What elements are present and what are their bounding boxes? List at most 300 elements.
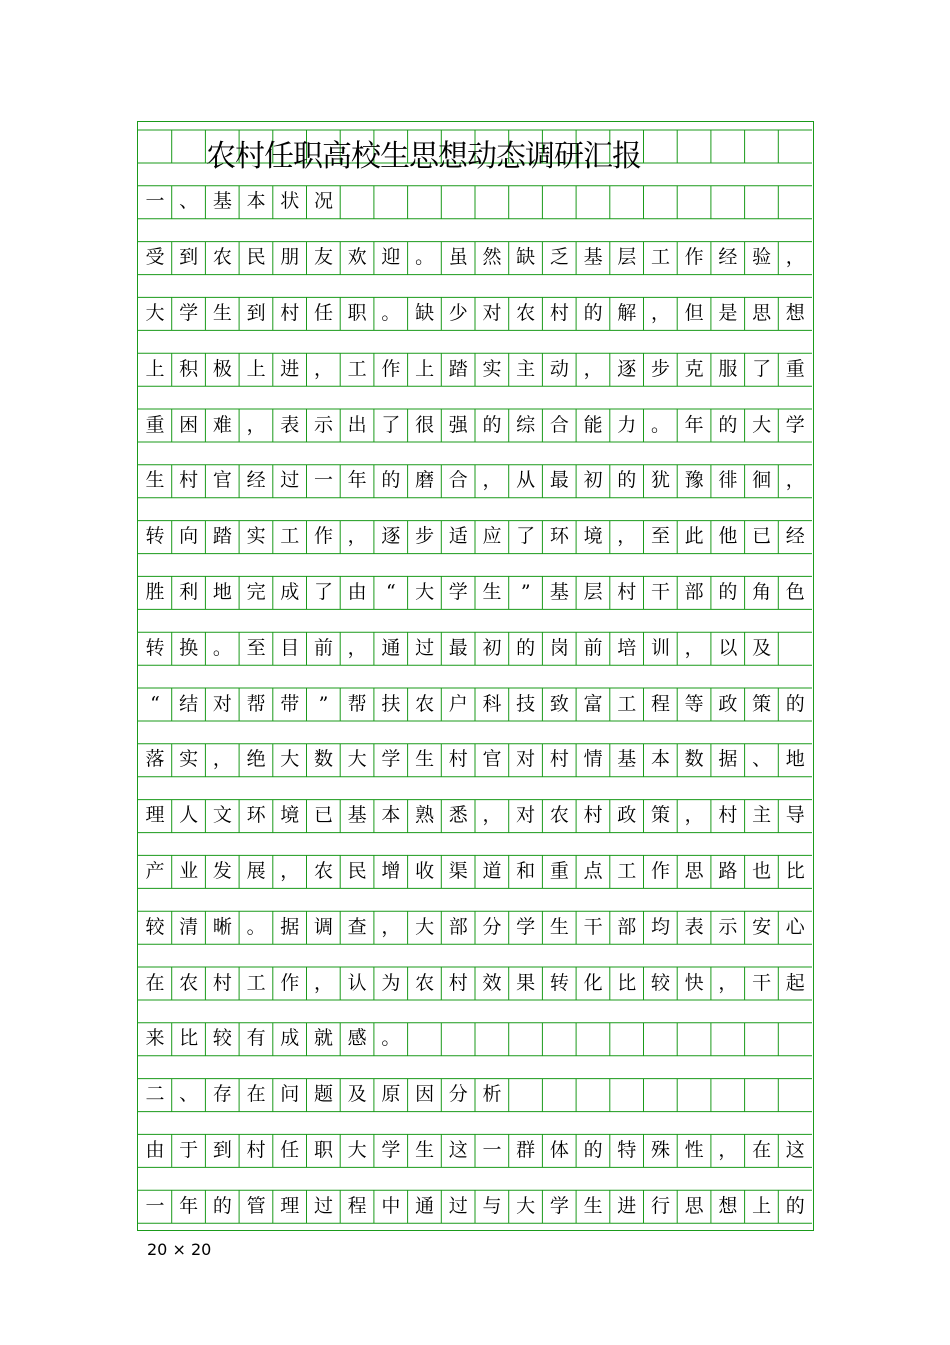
grid-cell-char: 踏 xyxy=(448,357,468,380)
grid-cell-char: 大 xyxy=(516,1194,536,1217)
grid-cell-char: 地 xyxy=(212,580,232,603)
grid-cell-char: 重 xyxy=(145,413,165,436)
grid-cell-char: 心 xyxy=(785,915,805,938)
grid-cell-char: 安 xyxy=(752,915,772,938)
grid-cell-char: 向 xyxy=(179,525,199,548)
grid-cell-char: 实 xyxy=(246,525,266,548)
grid-cell-char: 层 xyxy=(617,246,637,269)
grid-cell-char: 农 xyxy=(549,804,569,827)
grid-cell-char: 生 xyxy=(212,301,232,324)
grid-cell-char: 学 xyxy=(381,1138,401,1161)
grid-cell-char: 等 xyxy=(684,692,704,715)
grid-cell-char: 进 xyxy=(280,357,300,380)
grid-cell-char: 工 xyxy=(617,859,637,882)
grid-cell-char: 这 xyxy=(785,1138,805,1161)
grid-cell-char: 职 xyxy=(313,1138,333,1161)
grid-cell-char: 最 xyxy=(448,636,468,659)
grid-cell-char: 村 xyxy=(280,301,300,324)
grid-cell-char: “ xyxy=(386,580,396,603)
grid-cell-char: 晰 xyxy=(212,915,232,938)
grid-cell-char: 调 xyxy=(313,915,333,938)
grid-cell-char: 政 xyxy=(718,692,738,715)
grid-cell-char: 村 xyxy=(448,748,468,771)
grid-cell-char: 表 xyxy=(280,413,300,436)
grid-cell-char: 在 xyxy=(145,971,165,994)
grid-cell-char: 干 xyxy=(752,971,772,994)
grid-cell-char: 示 xyxy=(718,915,738,938)
grid-cell-char: 上 xyxy=(415,357,435,380)
grid-cell-char: ， xyxy=(617,525,637,548)
grid-cell-char: 状 xyxy=(280,190,300,213)
grid-cell-char: 部 xyxy=(684,580,704,603)
grid-cell-char: 综 xyxy=(516,413,536,436)
grid-cell-char: 过 xyxy=(415,636,435,659)
grid-cell-char: 查 xyxy=(347,915,367,938)
grid-cell-char: 成 xyxy=(280,580,300,603)
grid-cell-char: 基 xyxy=(617,748,637,771)
grid-cell-char: 通 xyxy=(415,1194,435,1217)
grid-cell-char: 在 xyxy=(246,1083,266,1106)
grid-cell-char: 境 xyxy=(583,525,603,548)
grid-cell-char: 工 xyxy=(347,357,367,380)
grid-cell-char: 。 xyxy=(415,246,435,269)
grid-cell-char: 克 xyxy=(684,357,704,380)
grid-cell-char: 验 xyxy=(752,246,772,269)
grid-cell-char: 初 xyxy=(482,636,502,659)
grid-cell-char: 特 xyxy=(617,1138,637,1161)
grid-cell-char: 的 xyxy=(212,1194,232,1217)
grid-cell-char: 帮 xyxy=(347,692,367,715)
grid-cell-char: 乏 xyxy=(549,246,569,269)
grid-cell-char: 学 xyxy=(549,1194,569,1217)
grid-cell-char: 来 xyxy=(145,1027,165,1050)
grid-cell-char: 况 xyxy=(313,190,333,213)
grid-cell-char: ， xyxy=(280,859,300,882)
grid-cell-char: 很 xyxy=(415,413,435,436)
grid-cell-char: 任 xyxy=(280,1138,300,1161)
grid-cell-char: ” xyxy=(520,580,531,603)
grid-cell-char: 群 xyxy=(516,1138,536,1161)
grid-cell-char: 动 xyxy=(549,357,569,380)
grid-cell-char: 、 xyxy=(179,1083,199,1106)
grid-cell-char: 步 xyxy=(415,525,435,548)
grid-cell-char: 农 xyxy=(179,971,199,994)
grid-cell-char: 就 xyxy=(313,1027,333,1050)
grid-cell-char: 农 xyxy=(212,246,232,269)
grid-cell-char: 落 xyxy=(145,748,165,771)
grid-cell-char: 进 xyxy=(617,1194,637,1217)
grid-cell-char: ， xyxy=(482,469,502,492)
grid-cell-char: 比 xyxy=(785,859,805,882)
grid-cell-char: 实 xyxy=(179,748,199,771)
grid-cell-char: 二 xyxy=(145,1083,165,1106)
grid-cell-char: 快 xyxy=(684,971,704,994)
grid-cell-char: 至 xyxy=(650,525,670,548)
grid-cell-char: 对 xyxy=(212,692,232,715)
grid-cell-char: 于 xyxy=(179,1138,199,1161)
grid-cell-char: 年 xyxy=(179,1194,199,1217)
grid-cell-char: 致 xyxy=(549,692,569,715)
grid-cell-char: 已 xyxy=(313,804,333,827)
grid-cell-char: 均 xyxy=(650,915,670,938)
grid-cell-char: 胜 xyxy=(145,580,165,603)
grid-cell-char: 。 xyxy=(246,915,266,938)
grid-cell-char: 学 xyxy=(381,748,401,771)
grid-cell-char: 了 xyxy=(313,580,333,603)
grid-cell-char: 科 xyxy=(482,692,502,715)
grid-cell-char: 到 xyxy=(212,1138,232,1161)
grid-cell-char: 经 xyxy=(246,469,266,492)
grid-cell-char: 绝 xyxy=(246,748,266,771)
grid-cell-char: 及 xyxy=(752,636,772,659)
grid-cell-char: 虽 xyxy=(448,246,468,269)
grid-cell-char: 村 xyxy=(212,971,232,994)
grid-cell-char: 作 xyxy=(684,246,704,269)
grid-cell-char: 的 xyxy=(718,413,738,436)
grid-cell-char: 职 xyxy=(347,301,367,324)
grid-cell-char: ， xyxy=(650,301,670,324)
grid-cell-char: 的 xyxy=(381,469,401,492)
grid-cell-char: 前 xyxy=(583,636,603,659)
grid-cell-char: 大 xyxy=(752,413,772,436)
grid-cell-char: 村 xyxy=(718,804,738,827)
grid-cell-char: 和 xyxy=(516,859,536,882)
grid-cell-char: 生 xyxy=(549,915,569,938)
grid-size-label: 20 × 20 xyxy=(147,1240,212,1259)
grid-cell-char: ， xyxy=(212,748,232,771)
grid-cell-char: 过 xyxy=(280,469,300,492)
grid-cell-char: 。 xyxy=(650,413,670,436)
grid-cell-char: 力 xyxy=(617,413,637,436)
grid-cell-char: 政 xyxy=(617,804,637,827)
grid-cell-char: 原 xyxy=(381,1083,401,1106)
grid-cell-char: 比 xyxy=(617,971,637,994)
grid-cell-char: 数 xyxy=(684,748,704,771)
grid-cell-char: 村 xyxy=(448,971,468,994)
grid-cell-char: 清 xyxy=(179,915,199,938)
grid-cell-char: ， xyxy=(347,525,367,548)
grid-cell-char: 结 xyxy=(179,692,199,715)
grid-cell-char: 干 xyxy=(650,580,670,603)
grid-cell-char: 农 xyxy=(415,971,435,994)
grid-cell-char: 比 xyxy=(179,1027,199,1050)
grid-cell-char: 朋 xyxy=(280,246,300,269)
grid-cell-char: 中 xyxy=(381,1194,401,1217)
grid-cell-char: 经 xyxy=(718,246,738,269)
grid-cell-char: 人 xyxy=(179,804,199,827)
grid-cell-char: 熟 xyxy=(415,804,435,827)
grid-cell-char: 带 xyxy=(280,692,300,715)
grid-cell-char: ， xyxy=(684,636,704,659)
grid-cell-char: 感 xyxy=(347,1027,367,1050)
grid-cell-char: 主 xyxy=(516,357,536,380)
grid-cell-char: 以 xyxy=(718,636,738,659)
grid-cell-char: 的 xyxy=(718,580,738,603)
grid-cell-char: 富 xyxy=(583,692,603,715)
grid-cell-char: 与 xyxy=(482,1194,502,1217)
grid-cell-char: 地 xyxy=(785,748,805,771)
grid-cell-char: ， xyxy=(684,804,704,827)
grid-cell-char: 管 xyxy=(246,1194,266,1217)
grid-cell-char: 部 xyxy=(448,915,468,938)
grid-cell-char: 增 xyxy=(381,859,401,882)
grid-cell-char: 农 xyxy=(415,692,435,715)
grid-cell-char: 题 xyxy=(313,1083,333,1106)
grid-cell-char: 理 xyxy=(145,804,165,827)
grid-cell-char: 分 xyxy=(448,1083,468,1106)
grid-cell-char: 起 xyxy=(785,971,805,994)
grid-cell-char: 磨 xyxy=(415,469,435,492)
grid-cell-char: 及 xyxy=(347,1083,367,1106)
grid-cell-char: 的 xyxy=(482,413,502,436)
grid-cell-char: 思 xyxy=(752,301,772,324)
grid-cell-char: 重 xyxy=(785,357,805,380)
grid-cell-char: 一 xyxy=(313,469,333,492)
grid-cell-char: 友 xyxy=(313,246,333,269)
grid-cell-char: 行 xyxy=(650,1194,670,1217)
grid-cell-char: 据 xyxy=(280,915,300,938)
grid-cell-char: 村 xyxy=(549,748,569,771)
grid-cell-char: 工 xyxy=(280,525,300,548)
grid-cell-char: 基 xyxy=(212,190,232,213)
grid-cell-char: 有 xyxy=(246,1027,266,1050)
grid-cell-char: 主 xyxy=(752,804,772,827)
grid-cell-char: 由 xyxy=(145,1138,165,1161)
grid-cell-char: 已 xyxy=(752,525,772,548)
grid-cell-char: 收 xyxy=(415,859,435,882)
grid-cell-char: 点 xyxy=(583,859,603,882)
grid-cell-char: 较 xyxy=(212,1027,232,1050)
grid-cell-char: 也 xyxy=(752,859,772,882)
grid-cell-char: 村 xyxy=(179,469,199,492)
grid-cell-char: 技 xyxy=(516,692,536,715)
grid-cell-char: 换 xyxy=(179,636,199,659)
grid-cell-char: 了 xyxy=(516,525,536,548)
grid-cell-char: 了 xyxy=(752,357,772,380)
grid-cell-char: 角 xyxy=(752,580,772,603)
grid-cell-char: 能 xyxy=(583,413,603,436)
grid-cell-char: 帮 xyxy=(246,692,266,715)
grid-cell-char: 基 xyxy=(347,804,367,827)
grid-cell-char: 较 xyxy=(650,971,670,994)
grid-cell-char: 认 xyxy=(347,971,367,994)
grid-cell-char: 转 xyxy=(145,525,165,548)
grid-cell-char: 转 xyxy=(549,971,569,994)
grid-cell-char: 层 xyxy=(583,580,603,603)
grid-cell-char: 工 xyxy=(246,971,266,994)
grid-cell-char: 对 xyxy=(516,804,536,827)
grid-cell-char: 但 xyxy=(684,301,704,324)
grid-cell-char: ， xyxy=(718,1138,738,1161)
grid-cell-char: 的 xyxy=(583,301,603,324)
grid-cell-char: 发 xyxy=(212,859,232,882)
grid-cell-char: 合 xyxy=(549,413,569,436)
grid-cell-char: 应 xyxy=(482,525,502,548)
grid-cell-char: 较 xyxy=(145,915,165,938)
grid-cell-char: 任 xyxy=(313,301,333,324)
grid-cell-char: ， xyxy=(482,804,502,827)
grid-cell-char: 生 xyxy=(482,580,502,603)
grid-cell-char: 工 xyxy=(650,246,670,269)
grid-cell-char: 积 xyxy=(179,357,199,380)
grid-cell-char: 殊 xyxy=(650,1138,670,1161)
grid-cell-char: 村 xyxy=(617,580,637,603)
grid-cell-char: 重 xyxy=(549,859,569,882)
grid-cell-char: 农 xyxy=(313,859,333,882)
grid-cell-char: 大 xyxy=(145,301,165,324)
grid-cell-char: 。 xyxy=(381,301,401,324)
grid-cell-char: 最 xyxy=(549,469,569,492)
grid-cell-char: 生 xyxy=(145,469,165,492)
grid-cell-char: 他 xyxy=(718,525,738,548)
grid-cell-char: 果 xyxy=(516,971,536,994)
grid-cell-char: 性 xyxy=(684,1138,704,1161)
grid-cell-char: 化 xyxy=(583,971,603,994)
grid-cell-char: ， xyxy=(583,357,603,380)
grid-cell-char: 据 xyxy=(718,748,738,771)
grid-cell-char: 在 xyxy=(752,1138,772,1161)
grid-cell-char: 到 xyxy=(179,246,199,269)
grid-cell-char: 农 xyxy=(516,301,536,324)
grid-cell-char: 犹 xyxy=(650,469,670,492)
grid-cell-char: 完 xyxy=(246,580,266,603)
grid-cell-char: 训 xyxy=(650,636,670,659)
grid-cell-char: 分 xyxy=(482,915,502,938)
grid-cell-char: 难 xyxy=(212,413,232,436)
grid-cell-char: 的 xyxy=(785,692,805,715)
grid-cell-char: 的 xyxy=(785,1194,805,1217)
grid-cell-char: 业 xyxy=(179,859,199,882)
grid-cell-char: 生 xyxy=(583,1194,603,1217)
grid-cell-char: 步 xyxy=(650,357,670,380)
grid-cell-char: 路 xyxy=(718,859,738,882)
grid-cell-char: 上 xyxy=(145,357,165,380)
grid-cell-char: 干 xyxy=(583,915,603,938)
grid-cell-char: 的 xyxy=(516,636,536,659)
grid-cell-char: 程 xyxy=(347,1194,367,1217)
grid-cell-char: 作 xyxy=(381,357,401,380)
grid-cell-char: 目 xyxy=(280,636,300,659)
grid-cell-char: 、 xyxy=(179,190,199,213)
grid-cell-char: 豫 xyxy=(684,469,704,492)
grid-cell-char: 服 xyxy=(718,357,738,380)
grid-cell-char: 道 xyxy=(482,859,502,882)
grid-cell-char: 是 xyxy=(718,301,738,324)
grid-cell-char: 村 xyxy=(583,804,603,827)
grid-cell-char: 的 xyxy=(583,1138,603,1161)
grid-cell-char: 析 xyxy=(482,1083,502,1106)
grid-cell-char: 一 xyxy=(482,1138,502,1161)
grid-cell-char: 实 xyxy=(482,357,502,380)
grid-cell-char: 、 xyxy=(752,748,772,771)
grid-cell-char: 了 xyxy=(381,413,401,436)
grid-cell-char: 基 xyxy=(583,246,603,269)
grid-cell-char: 困 xyxy=(179,413,199,436)
grid-cell-char: ， xyxy=(718,971,738,994)
grid-cell-char: 基 xyxy=(549,580,569,603)
grid-cell-char: 上 xyxy=(752,1194,772,1217)
grid-cell-char: 通 xyxy=(381,636,401,659)
grid-cell-char: 色 xyxy=(785,580,805,603)
grid-cell-char: 大 xyxy=(415,580,435,603)
grid-cell-char: 对 xyxy=(482,301,502,324)
grid-cell-char: 岗 xyxy=(549,636,569,659)
grid-cell-char: 境 xyxy=(280,804,300,827)
grid-cell-char: 官 xyxy=(482,748,502,771)
grid-cell-char: 学 xyxy=(516,915,536,938)
grid-cell-char: 大 xyxy=(280,748,300,771)
grid-lines xyxy=(138,122,812,1229)
grid-cell-char: 作 xyxy=(650,859,670,882)
grid-cell-char: 存 xyxy=(212,1083,232,1106)
grid-cell-char: 成 xyxy=(280,1027,300,1050)
grid-cell-char: ， xyxy=(313,357,333,380)
grid-cell-char: 官 xyxy=(212,469,232,492)
grid-cell-char: 渠 xyxy=(448,859,468,882)
grid-cell-char: 环 xyxy=(246,804,266,827)
grid-cell-char: 思 xyxy=(684,859,704,882)
grid-cell-char: 缺 xyxy=(415,301,435,324)
grid-cell-char: 初 xyxy=(583,469,603,492)
grid-cell-char: 数 xyxy=(313,748,333,771)
grid-cell-char: 培 xyxy=(617,636,637,659)
grid-cell-char: 踏 xyxy=(212,525,232,548)
grid-cell-char: 本 xyxy=(381,804,401,827)
grid-cell-char: 部 xyxy=(617,915,637,938)
grid-cell-char: 经 xyxy=(785,525,805,548)
grid-cell-char: 缺 xyxy=(516,246,536,269)
grid-cell-char: 至 xyxy=(246,636,266,659)
grid-cell-char: 此 xyxy=(684,525,704,548)
grid-cell-char: 欢 xyxy=(347,246,367,269)
grid-cell-char: 环 xyxy=(549,525,569,548)
grid-cell-char: 悉 xyxy=(448,804,468,827)
grid-cell-char: 上 xyxy=(246,357,266,380)
grid-cell-char: 然 xyxy=(482,246,502,269)
grid-cell-char: ， xyxy=(246,413,266,436)
grid-cell-char: 文 xyxy=(212,804,232,827)
grid-cell-char: 由 xyxy=(347,580,367,603)
grid-cell-char: 生 xyxy=(415,1138,435,1161)
grid-cell-char: 逐 xyxy=(381,525,401,548)
grid-cell-char: 理 xyxy=(280,1194,300,1217)
grid-cell-char: ” xyxy=(318,692,329,715)
grid-cell-char: 情 xyxy=(583,748,603,771)
grid-cell-char: 本 xyxy=(246,190,266,213)
grid-cell-char: 一 xyxy=(145,190,165,213)
grid-cell-char: 前 xyxy=(313,636,333,659)
grid-cell-char: 迎 xyxy=(381,246,401,269)
grid-cell-char: 的 xyxy=(617,469,637,492)
grid-cell-char: ， xyxy=(785,469,805,492)
grid-cell-char: 转 xyxy=(145,636,165,659)
grid-cell-char: 。 xyxy=(381,1027,401,1050)
grid-cell-char: 极 xyxy=(212,357,232,380)
grid-cell-char: 年 xyxy=(347,469,367,492)
grid-cell-char: ， xyxy=(785,246,805,269)
grid-cell-char: 村 xyxy=(549,301,569,324)
grid-cell-char: 对 xyxy=(516,748,536,771)
grid-cell-char: 这 xyxy=(448,1138,468,1161)
grid-cell-char: 过 xyxy=(313,1194,333,1217)
grid-cell-char: 大 xyxy=(347,1138,367,1161)
grid-cell-char: 程 xyxy=(650,692,670,715)
grid-cell-char: 作 xyxy=(313,525,333,548)
grid-cell-char: 解 xyxy=(617,301,637,324)
grid-cell-char: 学 xyxy=(179,301,199,324)
grid-cell-char: 因 xyxy=(415,1083,435,1106)
grid-cell-char: 到 xyxy=(246,301,266,324)
